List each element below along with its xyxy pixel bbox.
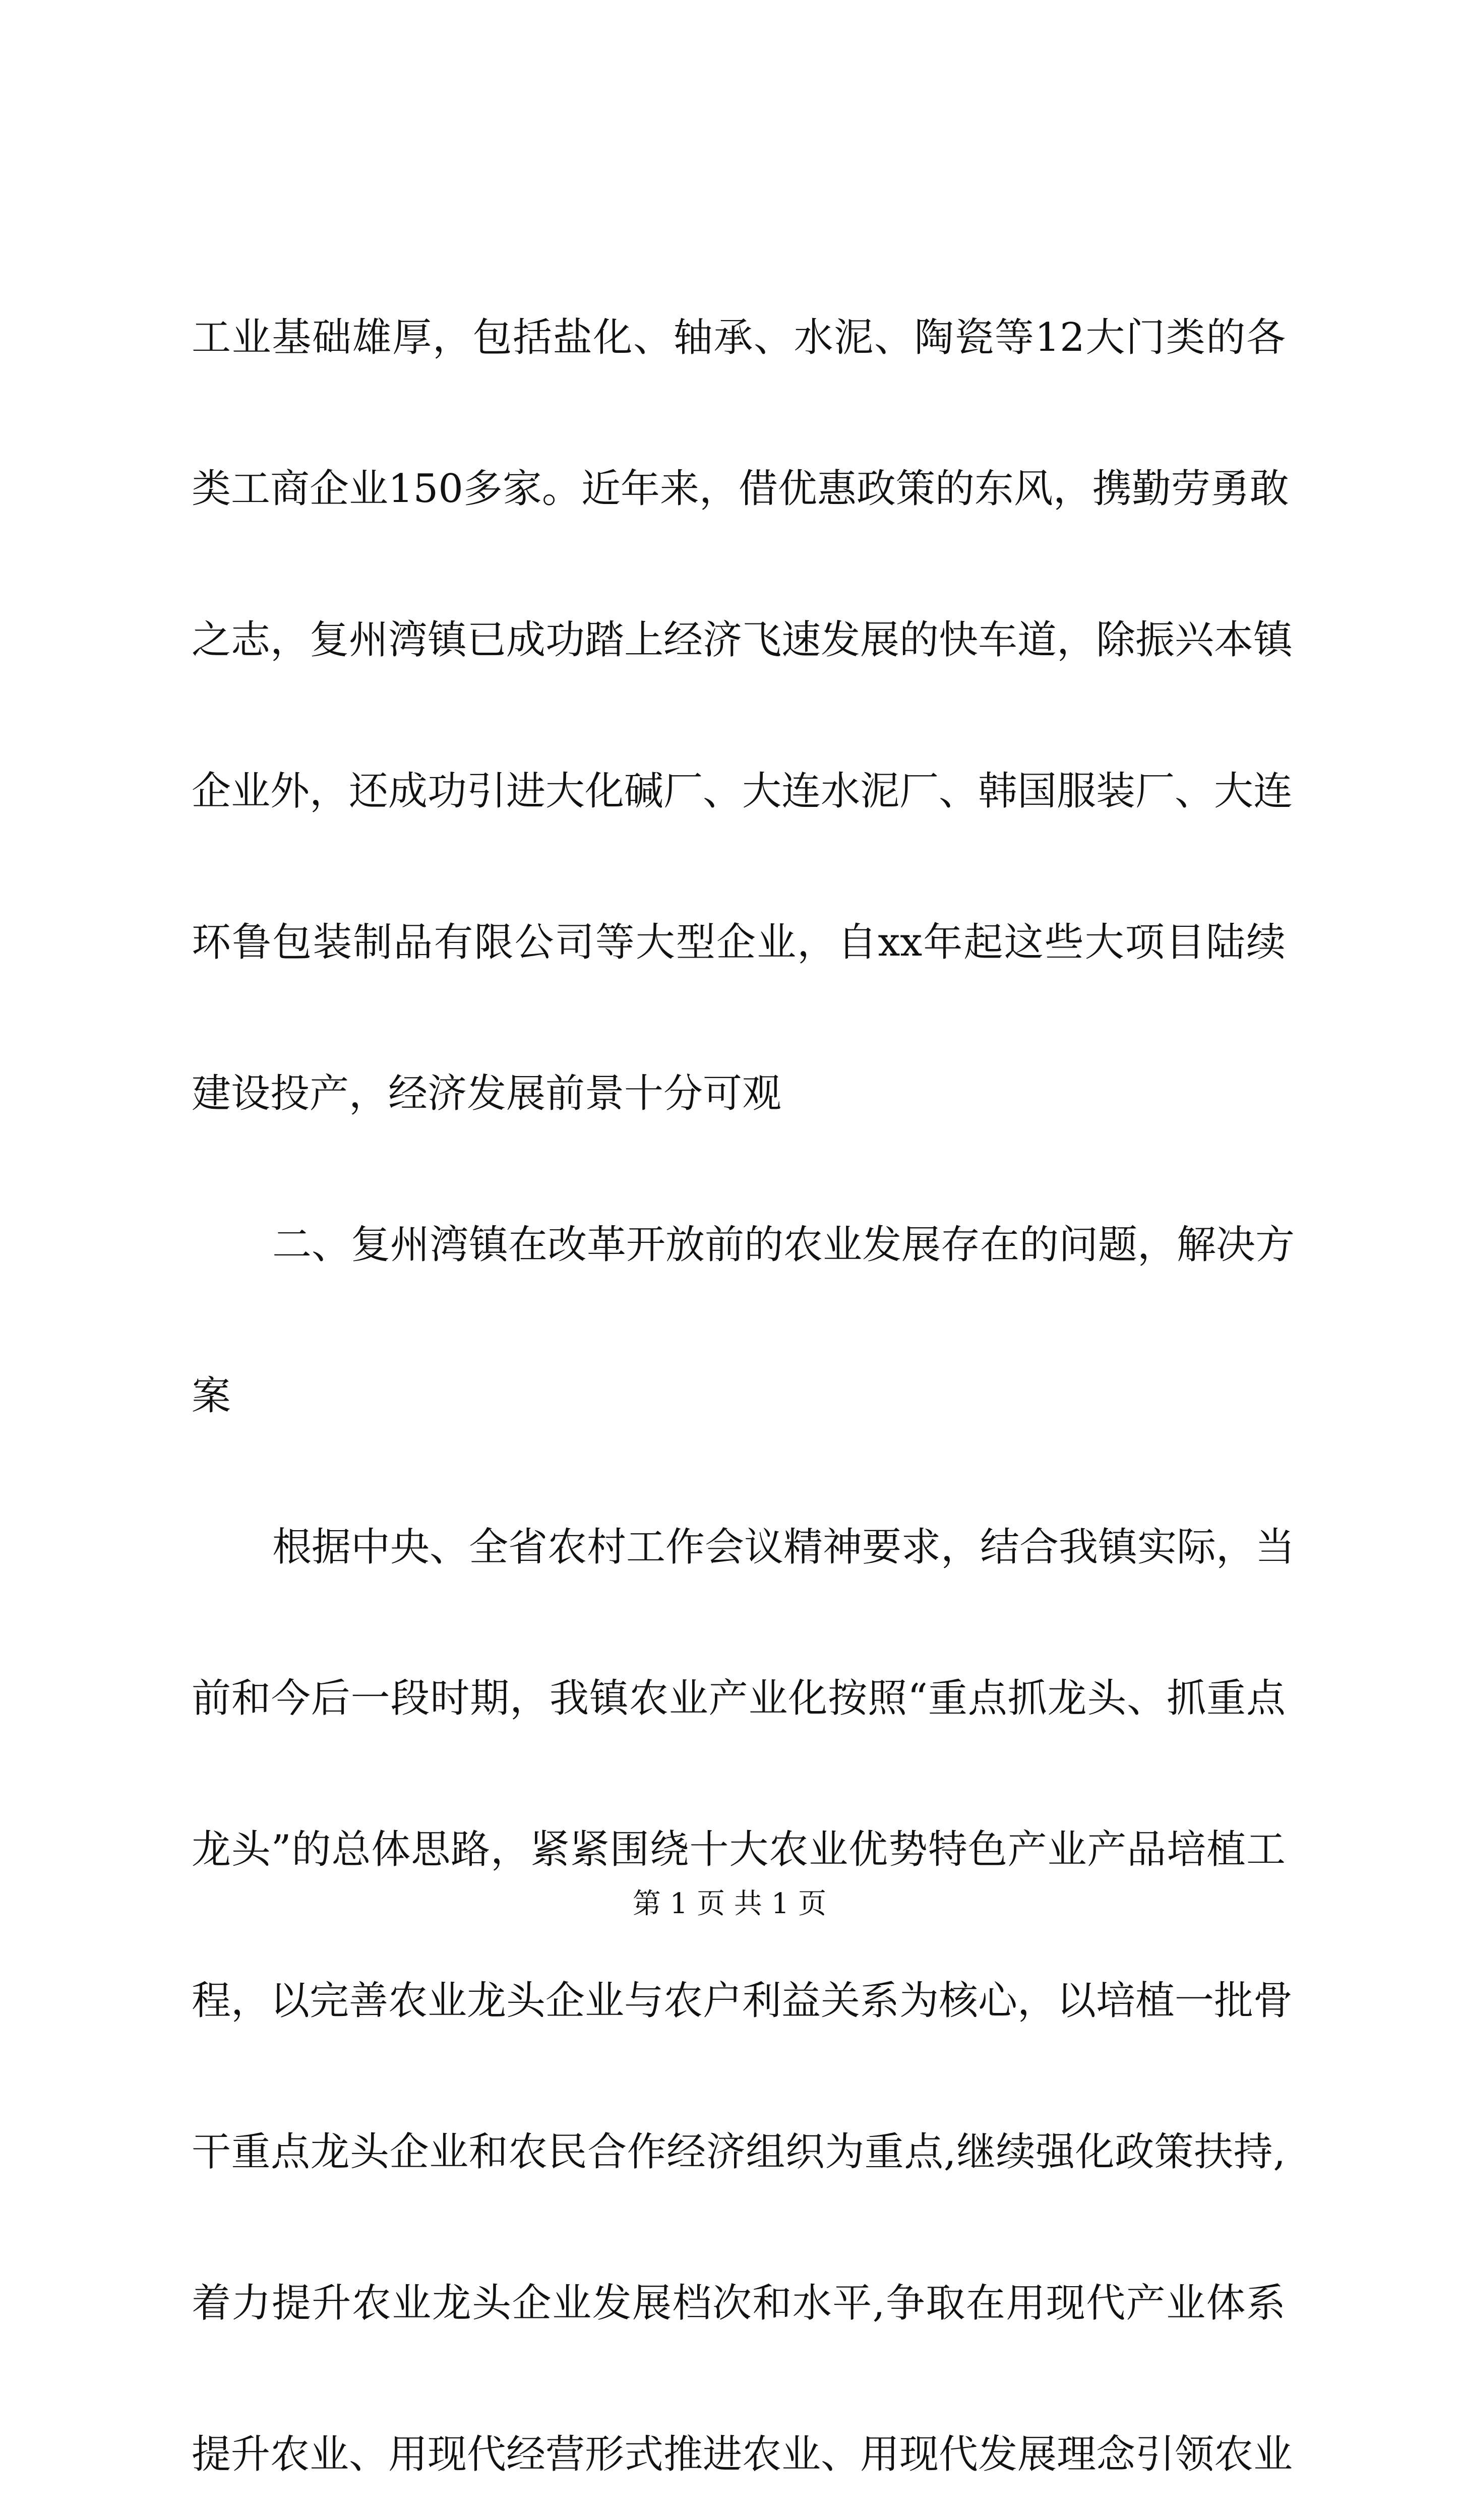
text-line: 提升农业、用现代经营形式推进农业、用现代发展理念引领农业 xyxy=(192,2432,1293,2477)
section-heading: 二、复州湾镇在改革开放前的农业发展存在的问题，解决方 xyxy=(272,1222,1295,1268)
text-line: 根据中央、全省农村工作会议精神要求，结合我镇实际，当 xyxy=(272,1525,1295,1570)
section-heading-continuation: 案 xyxy=(192,1373,231,1419)
text-line: 程，以完善农业龙头企业与农户利益关系为核心，以培植一批骨 xyxy=(192,1978,1293,2024)
text-line: 企业外，还成功引进大化碱厂、大连水泥厂、韩国服装厂、大连 xyxy=(192,769,1293,814)
text-line: 龙头”的总体思路，紧紧围绕十大农业优势特色产业产品培植工 xyxy=(192,1827,1286,1872)
text-line: 建设投产，经济发展前景十分可观 xyxy=(192,1071,782,1116)
page-footer xyxy=(0,1887,1459,1920)
text-line: 着力提升农业龙头企业发展档次和水平,争取在用现代产业体系 xyxy=(192,2281,1286,2326)
text-line: 干重点龙头企业和农民合作经济组织为重点,继续强化政策扶持, xyxy=(192,2129,1286,2175)
text-line: 环鲁包装制品有限公司等大型企业，自xx年起这些大项目陆续 xyxy=(192,920,1286,965)
text-line: 类工商企业150多家。近年来，借优惠政策的东风，携勤劳勇敢 xyxy=(192,466,1289,512)
document-body xyxy=(192,262,1295,2520)
text-line: 前和今后一段时期，我镇农业产业化按照“重点抓龙头、抓重点 xyxy=(192,1676,1286,1721)
text-line: 之志，复州湾镇已成功踏上经济飞速发展的快车道，除振兴本镇 xyxy=(192,617,1293,663)
text-line: 工业基础雄厚，包括盐化、轴承、水泥、陶瓷等12大门类的各 xyxy=(192,315,1286,360)
page-number-label: 第 1 页 共 1 页 xyxy=(632,1887,827,1920)
